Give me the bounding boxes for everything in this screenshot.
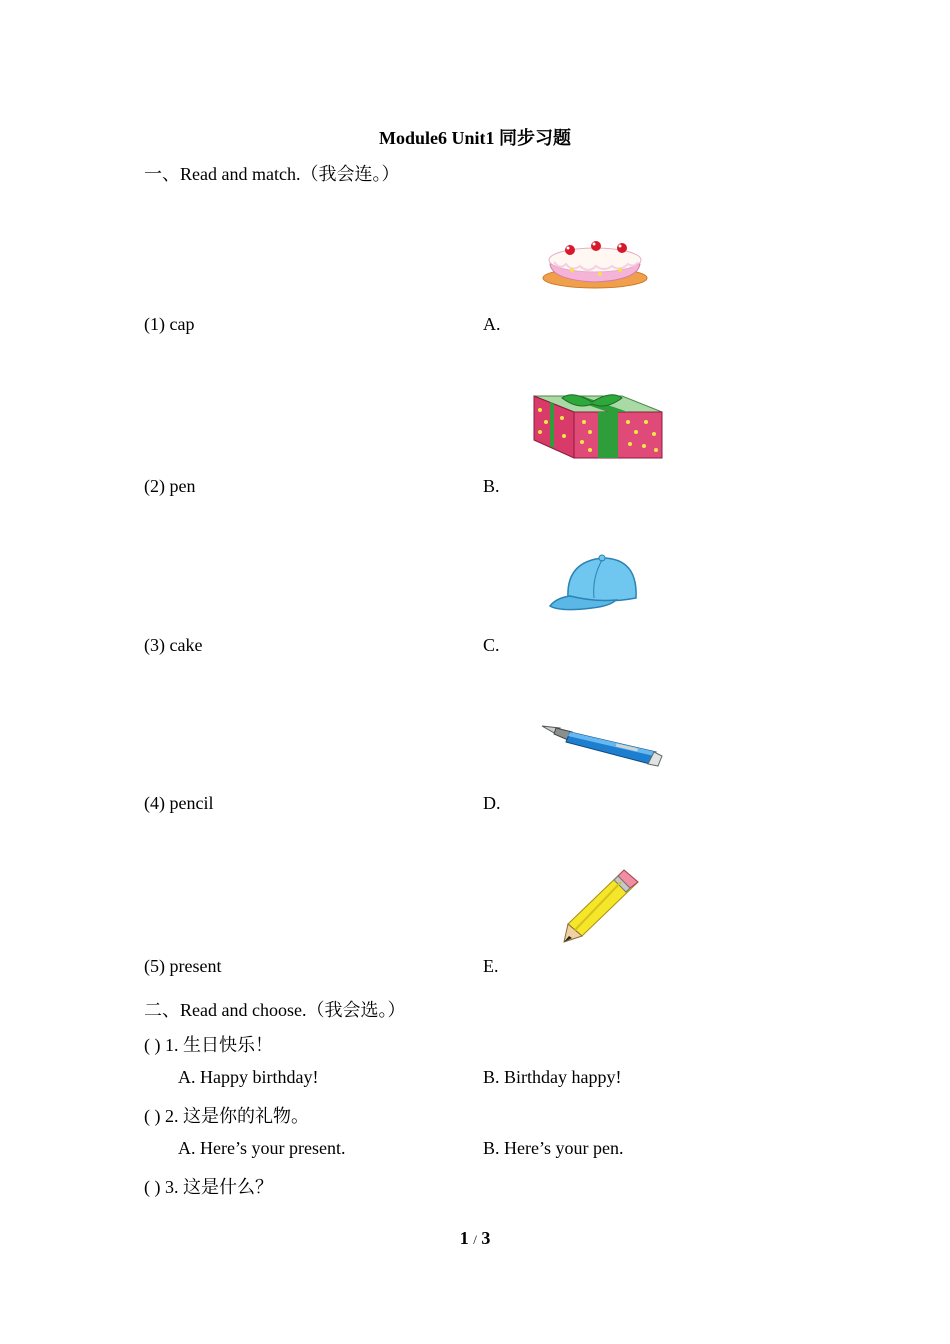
question-2-option-b: B. Here’s your pen. [483, 1138, 624, 1158]
current-page: 1 [459, 1228, 469, 1248]
match-letter-e: E. [483, 956, 499, 976]
page-number [0, 1228, 950, 1249]
match-word-1: (1) cap [144, 314, 195, 334]
question-2-stem: ( ) 2. 这是你的礼物。 [144, 1106, 309, 1126]
cake-image [540, 236, 650, 292]
match-word-5: (5) present [144, 956, 222, 976]
match-word-4: (4) pencil [144, 793, 214, 813]
question-1-option-a: A. Happy birthday! [178, 1067, 319, 1087]
match-letter-a: A. [483, 314, 501, 334]
question-2-option-a: A. Here’s your present. [178, 1138, 346, 1158]
match-letter-c: C. [483, 635, 500, 655]
match-word-3: (3) cake [144, 635, 203, 655]
page-separator: / [473, 1232, 477, 1247]
present-image [532, 388, 664, 460]
question-3-stem: ( ) 3. 这是什么？ [144, 1177, 273, 1197]
page-title: Module6 Unit1 同步习题 [378, 128, 571, 148]
match-letter-d: D. [483, 793, 501, 813]
pen-image [538, 720, 666, 770]
section-1-heading: 一、Read and match.（我会连。） [144, 164, 400, 184]
cap-image [546, 554, 642, 616]
question-1-option-b: B. Birthday happy! [483, 1067, 622, 1087]
section-2-heading: 二、Read and choose.（我会选。） [144, 1000, 406, 1020]
question-1-stem: ( ) 1. 生日快乐！ [144, 1035, 273, 1055]
pencil-image [560, 866, 644, 946]
total-pages: 3 [481, 1228, 491, 1248]
match-word-2: (2) pen [144, 476, 196, 496]
match-letter-b: B. [483, 476, 500, 496]
